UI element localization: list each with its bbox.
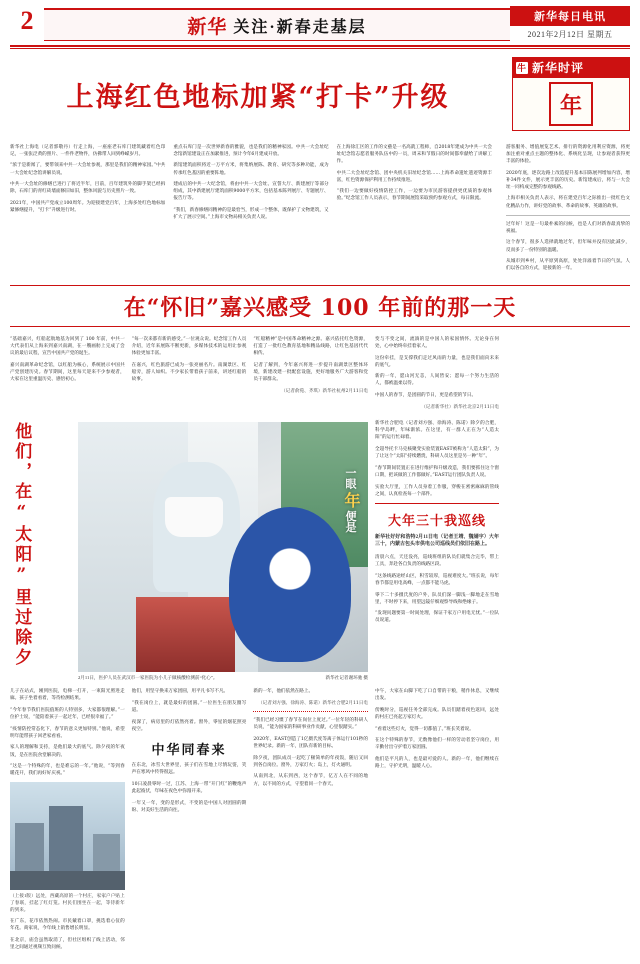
feature-columns <box>10 331 368 399</box>
paragraph: 上海市相关负责人表示，将在建党百年之际推出一批红色文化精品力作，讲好党的故事、革命的故事、英雄的故事。 <box>505 196 630 209</box>
photo2-road <box>10 871 125 890</box>
feature-section <box>0 331 640 415</box>
paragraph: 家人的理解和支持，是他们最大的底气。除夕夜的年夜饭，是在医院食堂解决的。 <box>10 745 125 758</box>
paragraph: “基础嘉兴，红船起航地基为回到了 100 年前，中共一大代表们从上海来到嘉兴南湖，在一艘画舫上完成了会议的最后议程，宣告中国共产党的诞生。 <box>10 336 125 356</box>
paragraph: “这是一个特殊的年，也是难忘的一年。”他说，“等到春暖花开，我们再好好庆祝。” <box>10 764 125 777</box>
photo-face-mask <box>165 497 223 537</box>
page-number: 2 <box>20 6 34 35</box>
paragraph: 这个春节，很多人选择就地过年，但年味并没有因此减少，反而多了一份特别的温暖。 <box>505 240 630 253</box>
paragraph: 重点石库门是一次世界新春的雅貌，也是我们的精神家园。中共一大会址纪念馆新馆建设正在加紧推进，预计今年6月建成开放。 <box>173 144 329 157</box>
seal-icon: 牛 <box>516 62 527 73</box>
news-photo-city <box>10 782 125 890</box>
paragraph: “这条线路途经山区，积雪较厚，巡视难度大。”班长说，每年春节都是用电高峰，一点都不能马虎。 <box>375 573 499 586</box>
paragraph: 夜深了，病房里的灯依然亮着。窗外，零星的烟花照亮夜空。 <box>131 719 247 732</box>
paragraph: “疫情防控常态化下，春节的意义更加特别。”他说，希望明年能带孩子回老家看看。 <box>10 726 125 739</box>
paragraph: 中午，大家在山脚下吃了口自带的干粮，稍作休息，又继续出发。 <box>375 689 499 702</box>
feature-col-2 <box>132 331 247 399</box>
divider <box>506 215 630 216</box>
feature-title: 在“怀旧”嘉兴感受 100 年前的那一天 <box>123 295 517 322</box>
paragraph: 建成后的中共一大纪念馆，将由中共一大会址、宣誓大厅、新建展厅等部分组成，其中新建展厅建筑面积9000平方米，包括基本陈列展厅、专题展厅、报告厅等。 <box>173 182 329 202</box>
feature-col-3 <box>253 331 368 399</box>
photo-child-hat <box>229 507 351 662</box>
paragraph: 中国人的春节，是团圆的节日，更是希望的节日。 <box>375 393 477 399</box>
commentary-label: 新华时评 <box>532 61 585 75</box>
caption-text: 2月11日，医护人员在武汉市一家医院为小儿子做核酸检测前“化心”。 <box>78 674 218 680</box>
paragraph: 新的一年，他们依然在路上。 <box>253 689 314 695</box>
bottom-right-sidebar <box>375 683 499 956</box>
bottom-col-3 <box>253 683 368 956</box>
top-col-3 <box>337 139 492 277</box>
paragraph: 从城市到乡村，从平原到高原，处处洋溢着节日的气氛。人们以各自的方式，迎接新的一年。 <box>505 259 630 272</box>
paragraph: 清晨六点，天还没亮，巡线班组的队员们就集合完毕，带上工具，奔赴各自负责的线路区段。 <box>375 554 499 567</box>
news-photo-medical <box>78 422 368 672</box>
divider-red <box>10 45 630 47</box>
overlay-line-3: 便是 <box>344 510 356 533</box>
issue-date: 2021年2月12日 星期五 <box>527 30 613 39</box>
paragraph: 变与不变之间，流淌的是中国人的家国情怀。无论身在何处，心中始终牵挂着家人。 <box>375 336 499 349</box>
paragraph: 2021年，中国共产党成立100周年。为迎接建党百年，上海多处红色地标加紧修缮提升，“打卡”升级进行时。 <box>10 201 166 214</box>
bottom-col-2 <box>132 683 247 956</box>
overlay-big-char: 年 <box>342 491 359 508</box>
bottom-left <box>10 683 368 956</box>
page-title: 上海红色地标加紧“打卡”升级 <box>66 81 450 113</box>
paragraph: “浓于是新闻了，要带领来中共一大会址参观，那里是我们的精神家园。”中共一大会址纪念馆讲解员说。 <box>10 163 166 176</box>
paragraph: 儿子在站式，刚到医院，电梯一打开，一束阳光照进走廊。孩子坐着看着，等待检测结果。 <box>10 689 125 702</box>
paragraph: 实验大厅里，工作人员身着工作服，穿梭在密密麻麻的管线之间，认真检查每一个部件。 <box>375 484 499 497</box>
brand-name: 新华每日电讯 <box>510 6 630 26</box>
headline-row <box>0 49 640 135</box>
paragraph: 他们是平凡的人，也是最可爱的人。新的一年，他们继续在路上，守护光明，温暖人心。 <box>375 757 499 770</box>
paragraph: 过年好！这是一句最朴素的问候，也是人们对新春最真挚的祝福。 <box>505 221 630 234</box>
commentary-box <box>512 57 630 131</box>
paragraph: 全超导托卡马克核聚变实验装置EAST被称为“人造太阳”，为了让这个“太阳”持续燃烧，科研人员这里是另一种“年”。 <box>375 447 499 460</box>
paragraph: 他们，用坚守换来万家团圆，用平凡书写不凡。 <box>131 689 229 695</box>
paragraph: “我们一边要做好疫情防控工作，一边要为市民游客提供更优质的参观体验。”纪念馆工作人员表示，春节期间展馆采取预约参观方式，每日限流。 <box>336 189 492 202</box>
photo-left <box>10 416 368 682</box>
paragraph: 在上海徐汇区的工作的文藝是一名高就工程师，自2018年建成为中共一大会址纪念馆志愿者服务队伍中的一员，周末和节假日的时间都奉献给了讲解工作。 <box>336 144 492 164</box>
paragraph: 除夕夜，团队成员一起吃了顿简单的年夜饭，随后又回到各自岗位。窗外，万家灯火；岛上，灯火通明。 <box>253 755 369 768</box>
paragraph: 2020年，EAST创造了1亿摄氏度等离子体运行101秒的世界纪录。新的一年，团队有新的目标。 <box>253 736 369 749</box>
paragraph: 中共二大会址纪念馆、团中央机关旧址纪念馆……上海革命遗址遗迹资源丰富，红色资源保护利用工作持续推进。 <box>336 170 492 183</box>
overlay-line-1: 一眼 <box>344 466 356 489</box>
photo2-caption: （上接1版）远处，西藏高原的一个村庄，家家户户贴上了春联，挂起了红灯笼。村民们围坐在一起，等待新年的到来。 <box>10 893 125 912</box>
paragraph: “今年春节我们医院值班的人特别多，大家都很理解。”一位护士说，“能陪着孩子一起过年，已经很幸福了。” <box>10 707 125 720</box>
paragraph: 这份牵挂，是支撑我们走过风雨的力量，也是我们面向未来的底气。 <box>375 355 499 368</box>
paragraph: “看着这些灯火，觉得一切都值了。”班长笑着说。 <box>375 726 474 732</box>
section-title-zhonghua: 中华同春来 <box>151 741 227 757</box>
caption-credit: 新华社记者谢环驰 摄 <box>325 674 368 680</box>
ox-year-stamp: 年 <box>549 82 593 126</box>
article-lead: 新华社上海电（记者郭敬丹）行走上海，一座座老石库门建筑藏着红色印记，一张张泛黄的照片、一件件老物件，仿佛带人回到峥嵘岁月。 <box>10 144 166 157</box>
paragraph: 游客服务、增值展览艺术、排行的资源化用利应资源，将更加注重对重点主题的整体化、系统化呈现，让参观者获得更丰富的体验。 <box>505 144 630 164</box>
masthead-logo: 新华 <box>187 15 228 38</box>
sidebar-section-title: 大年三十我巡线 <box>387 513 486 529</box>
photo-caption <box>78 675 368 682</box>
feature-left <box>10 331 368 415</box>
paragraph: 在东北，冰雪大世界里，孩子们在雪地上尽情玩耍，笑声在寒风中传得很远。 <box>131 763 247 776</box>
divider-dotted <box>253 711 368 712</box>
commentary-stamp-area <box>512 78 630 131</box>
paragraph: 在广东，花市依然热闹。市民戴着口罩，挑选着心仪的年花。商家说，今年线上销售增长明显。 <box>10 919 125 932</box>
paragraph: 嘉兴南湖革命纪念馆，以红船为核心，系统展示中国共产党创建历史。春节期间，这里每天迎来不少参观者，大家在这里重温历史、感悟初心。 <box>10 362 125 382</box>
paragraph: 新的一年，愿山河无恙，人间皆安；愿每一个努力生活的人，都被温柔以待。 <box>375 374 499 387</box>
paragraph: “每一次来都有新的感受。”一位观众说。纪念馆工作人员介绍，近年来展陈不断更新，多媒体技术的运用让参观体验更加丰富。 <box>131 336 247 356</box>
paragraph: “春节期间装置正在进行维护和升级改造，我们要抓住这个窗口期，把该做的工作都做好。”EAST运行团队负责人说。 <box>375 465 499 478</box>
photo-red-jacket <box>136 597 235 672</box>
paragraph: “我们已经习惯了春节在岗位上度过。”一位年轻的科研人员说，“能为国家的科研事业作贡献，心里很踏实。” <box>253 718 369 731</box>
paragraph: 10日凌晨零时一过，江苏、上海一带“开门红”的鞭炮声此起彼伏，年味在夜色中弥漫开来。 <box>131 782 247 795</box>
paragraph: 零下二十多摄氏度的户外，队员们深一脚浅一脚地走在雪地里，不时停下来，用望远镜仔细观察导线和绝缘子。 <box>375 592 499 605</box>
masthead-title: 关注·新春走基层 <box>233 18 367 36</box>
vertical-headline: 他们，在“太阳”里过除夕 <box>11 421 32 668</box>
top-article <box>0 135 640 277</box>
divider-red <box>375 503 499 504</box>
paragraph: 在这个特殊的春节，无数像他们一样的劳动者坚守岗位，用辛勤付出守护着万家团圆。 <box>375 738 499 751</box>
paragraph: 在嘉兴，红色旅游已成为一张亮丽名片。南湖景区、红船旁，游人如织。不少家长带着孩子前来，讲述红船的故事。 <box>131 362 247 382</box>
top-col-1 <box>10 139 165 277</box>
byline: （记者新华社）新华社北京2月11日电 <box>421 404 499 410</box>
paragraph: 中共一大会址的修缮已进行了将近半年，目前，百年建筑外的脚手架已经拆除，石库门的青红砖墙面修旧如旧，整体风貌与历史照片一致。 <box>10 182 166 195</box>
top-col-2 <box>173 139 328 277</box>
paragraph: 一年又一年，变的是形式，不变的是中国人对团圆的期盼、对美好生活的向往。 <box>131 800 247 814</box>
paragraph: “我在岗位上，就是最好的团圆。”一位医生在朋友圈写道。 <box>131 700 247 713</box>
commentary-label-bar <box>512 57 630 78</box>
photo-with-vertical-title <box>10 422 368 682</box>
paragraph: 新华社合肥电（记者刘方强、徐海涛、陈诺）除夕的合肥，科学岛畔，年味渐浓。在这里，有一群人正在为“人造太阳”的运行忙碌着。 <box>375 421 499 441</box>
byline: （记者俞菀、齐琪）新华社杭州2月11日电 <box>281 388 369 394</box>
paragraph: 傍晚时分，巡视任务全部完成。队员们踏着夜色返回，远处的村庄已亮起万家灯火。 <box>375 707 499 720</box>
bottom-section <box>0 681 640 964</box>
photo-overlay-text <box>339 467 362 533</box>
paragraph: “我们，新春修缮同精神的是最恰当，形成一个整体，既保护了文物建筑，又扩大了展示空间。”上海市文物局相关负责人说。 <box>173 208 329 221</box>
paragraph: “发现问题要第一时间处理，保证千家万户用电无忧。”一位队员说道。 <box>375 611 499 624</box>
photo-block <box>78 422 368 682</box>
paragraph: “红船精神”是中国革命精神之源。嘉兴依托红色资源，打造了一批红色教育基地和精品线路，让红色基因代代相传。 <box>253 336 369 356</box>
paragraph: 新馆建筑面积将近一万平方米，将集纳展陈、教育、研究等多种功能，成为传承红色基因的重要阵地。 <box>173 163 329 176</box>
paragraph: 从南到北，从东到西，这个春节，亿万人在不同的地方，以不同的方式，守望着同一个春天。 <box>253 774 369 787</box>
feature-banner <box>10 285 630 327</box>
bottom-columns <box>10 683 368 956</box>
sidebar-lead: 新华社好好和浩特2月11日电（记者王靖、魏婧宇）大年三十，内蒙古包头市供电公司巡线员们依旧在路上。 <box>375 534 499 548</box>
masthead <box>0 0 640 42</box>
masthead-center <box>44 8 510 41</box>
feature-col-1 <box>10 331 125 399</box>
feature-right <box>375 331 499 415</box>
paragraph: 记者了解到，今年嘉兴将进一步提升南湖景区整体环境，新建改建一批配套设施，更好地服务广大游客和党员干部群众。 <box>253 362 369 382</box>
masthead-right <box>510 6 630 40</box>
bottom-col-1 <box>10 683 125 956</box>
top-col-4 <box>506 139 630 277</box>
vertical-title-column <box>10 422 72 682</box>
paragraph: 2020年底，逐次边路上改造提升基本旧陈展列增加内容，增补34件文件，展示更丰富的历史。新馆建成后，将与一大会址一同构成完整的参观线路。 <box>505 170 630 190</box>
byline: （记者刘方强、徐海涛、陈诺）新华社合肥2月11日电 <box>258 700 369 706</box>
paragraph: 在北京，庙会虽然取消了，但社区组织了线上活动，邻里之间通过视频互致问候。 <box>10 938 125 951</box>
photo-right-sidebar <box>375 416 499 682</box>
photo-section <box>0 416 640 682</box>
